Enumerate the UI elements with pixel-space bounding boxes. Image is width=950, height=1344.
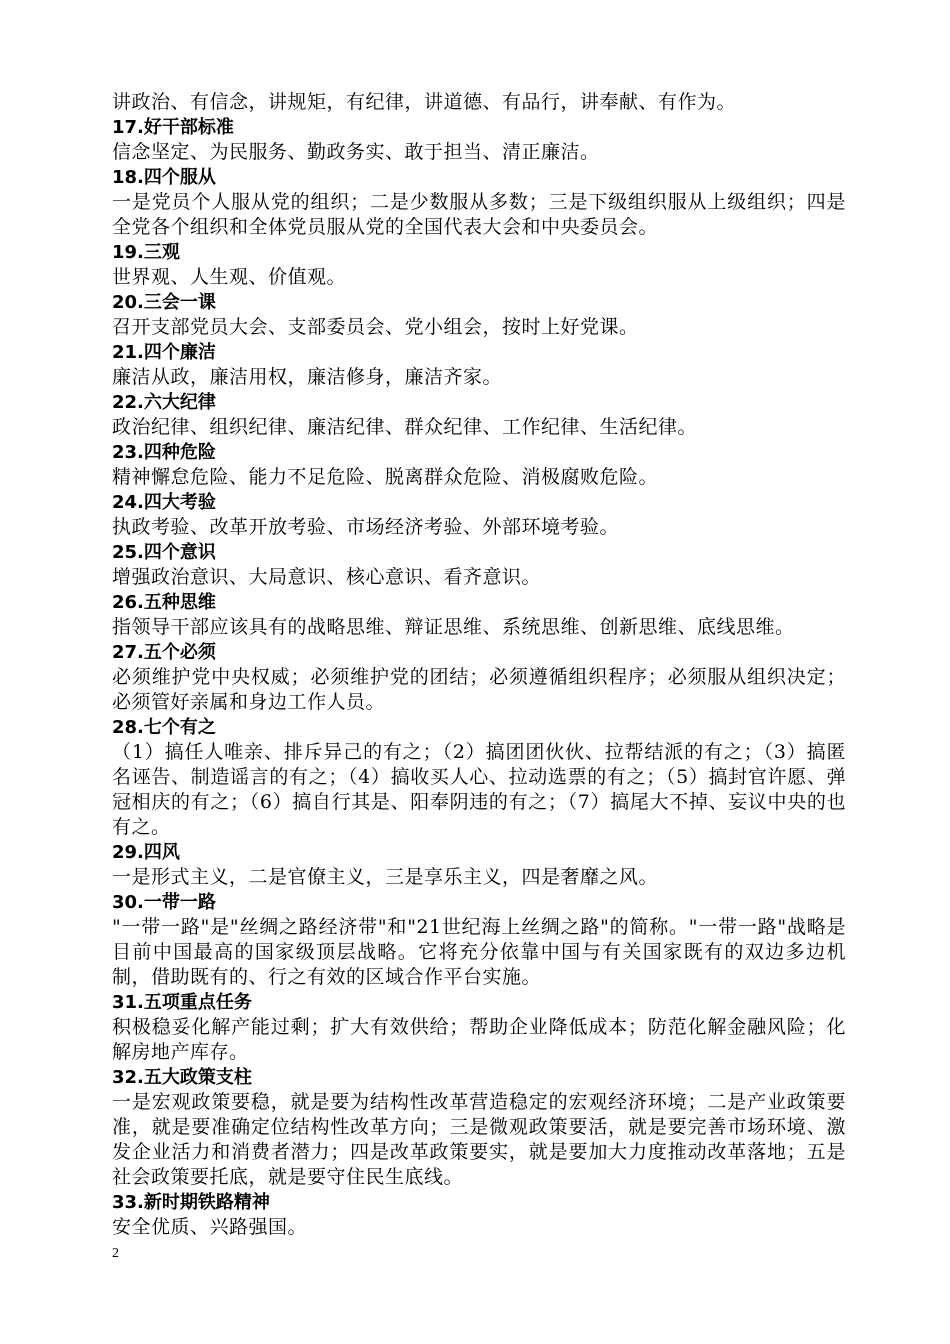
section-heading: 19.三观 xyxy=(112,242,180,263)
section-list xyxy=(112,115,846,1240)
section-body: 指领导干部应该具有的战略思维、辩证思维、系统思维、创新思维、底线思维。 xyxy=(112,616,795,638)
section-body: （1）搞任人唯亲、排斥异己的有之；（2）搞团团伙伙、拉帮结派的有之；（3）搞匿名诬告、制造谣言的有之；（4）搞收买人心、拉动选票的有之；（5）搞封官许愿、弹冠相庆的有之；（6）搞自行其是、阳奉阴违的有之；（7）搞尾大不掉、妄议中央的也有之。 xyxy=(112,741,846,838)
section-body: 一是形式主义，二是官僚主义，三是享乐主义，四是奢靡之风。 xyxy=(112,866,659,888)
section-body: 精神懈怠危险、能力不足危险、脱离群众危险、消极腐败危险。 xyxy=(112,466,659,488)
section-heading: 33.新时期铁路精神 xyxy=(112,1192,270,1213)
section-heading: 21.四个廉洁 xyxy=(112,342,216,363)
section-heading: 30.一带一路 xyxy=(112,892,216,913)
section-body: 一是宏观政策要稳，就是要为结构性改革营造稳定的宏观经济环境；二是产业政策要准，就是要准确定位结构性改革方向；三是微观政策要活，就是要完善市场环境、激发企业活力和消费者潜力；四是改革政策要实，就是要加大力度推动改革落地；五是社会政策要托底，就是要守住民生底线。 xyxy=(112,1091,846,1188)
section-body: 增强政治意识、大局意识、核心意识、看齐意识。 xyxy=(112,566,542,588)
section-body: 信念坚定、为民服务、勤政务实、敢于担当、清正廉洁。 xyxy=(112,141,600,163)
intro-paragraph: 讲政治、有信念，讲规矩，有纪律，讲道德、有品行，讲奉献、有作为。 xyxy=(112,91,737,113)
section-heading: 24.四大考验 xyxy=(112,492,216,513)
section-heading: 25.四个意识 xyxy=(112,542,216,563)
section-heading: 31.五项重点任务 xyxy=(112,992,252,1013)
page-number: 2 xyxy=(112,1246,119,1261)
section-body: 积极稳妥化解产能过剩；扩大有效供给；帮助企业降低成本；防范化解金融风险；化解房地产库存。 xyxy=(112,1016,846,1063)
section-heading: 27.五个必须 xyxy=(112,642,216,663)
section-body: 安全优质、兴路强国。 xyxy=(112,1216,308,1238)
section-heading: 32.五大政策支柱 xyxy=(112,1067,252,1088)
section-body: 必须维护党中央权威；必须维护党的团结；必须遵循组织程序；必须服从组织决定；必须管好亲属和身边工作人员。 xyxy=(112,666,846,713)
section-body: 政治纪律、组织纪律、廉洁纪律、群众纪律、工作纪律、生活纪律。 xyxy=(112,416,698,438)
section-heading: 23.四种危险 xyxy=(112,442,216,463)
section-body: 召开支部党员大会、支部委员会、党小组会，按时上好党课。 xyxy=(112,316,639,338)
section-heading: 20.三会一课 xyxy=(112,292,216,313)
section-body: 执政考验、改革开放考验、市场经济考验、外部环境考验。 xyxy=(112,516,620,538)
document-page xyxy=(112,90,846,1240)
section-body: 世界观、人生观、价值观。 xyxy=(112,266,347,288)
section-body: 廉洁从政，廉洁用权，廉洁修身，廉洁齐家。 xyxy=(112,366,503,388)
section-heading: 26.五种思维 xyxy=(112,592,216,613)
section-body: "一带一路"是"丝绸之路经济带"和"21世纪海上丝绸之路"的简称。"一带一路"战略是目前中国最高的国家级顶层战略。它将充分依靠中国与有关国家既有的双边多边机制，借助既有的、行之有效的区域合作平台实施。 xyxy=(112,916,846,988)
section-heading: 18.四个服从 xyxy=(112,167,216,188)
section-heading: 29.四风 xyxy=(112,842,180,863)
section-heading: 28.七个有之 xyxy=(112,717,216,738)
section-heading: 22.六大纪律 xyxy=(112,392,216,413)
section-body: 一是党员个人服从党的组织；二是少数服从多数；三是下级组织服从上级组织；四是全党各个组织和全体党员服从党的全国代表大会和中央委员会。 xyxy=(112,191,846,238)
section-heading: 17.好干部标准 xyxy=(112,117,234,138)
